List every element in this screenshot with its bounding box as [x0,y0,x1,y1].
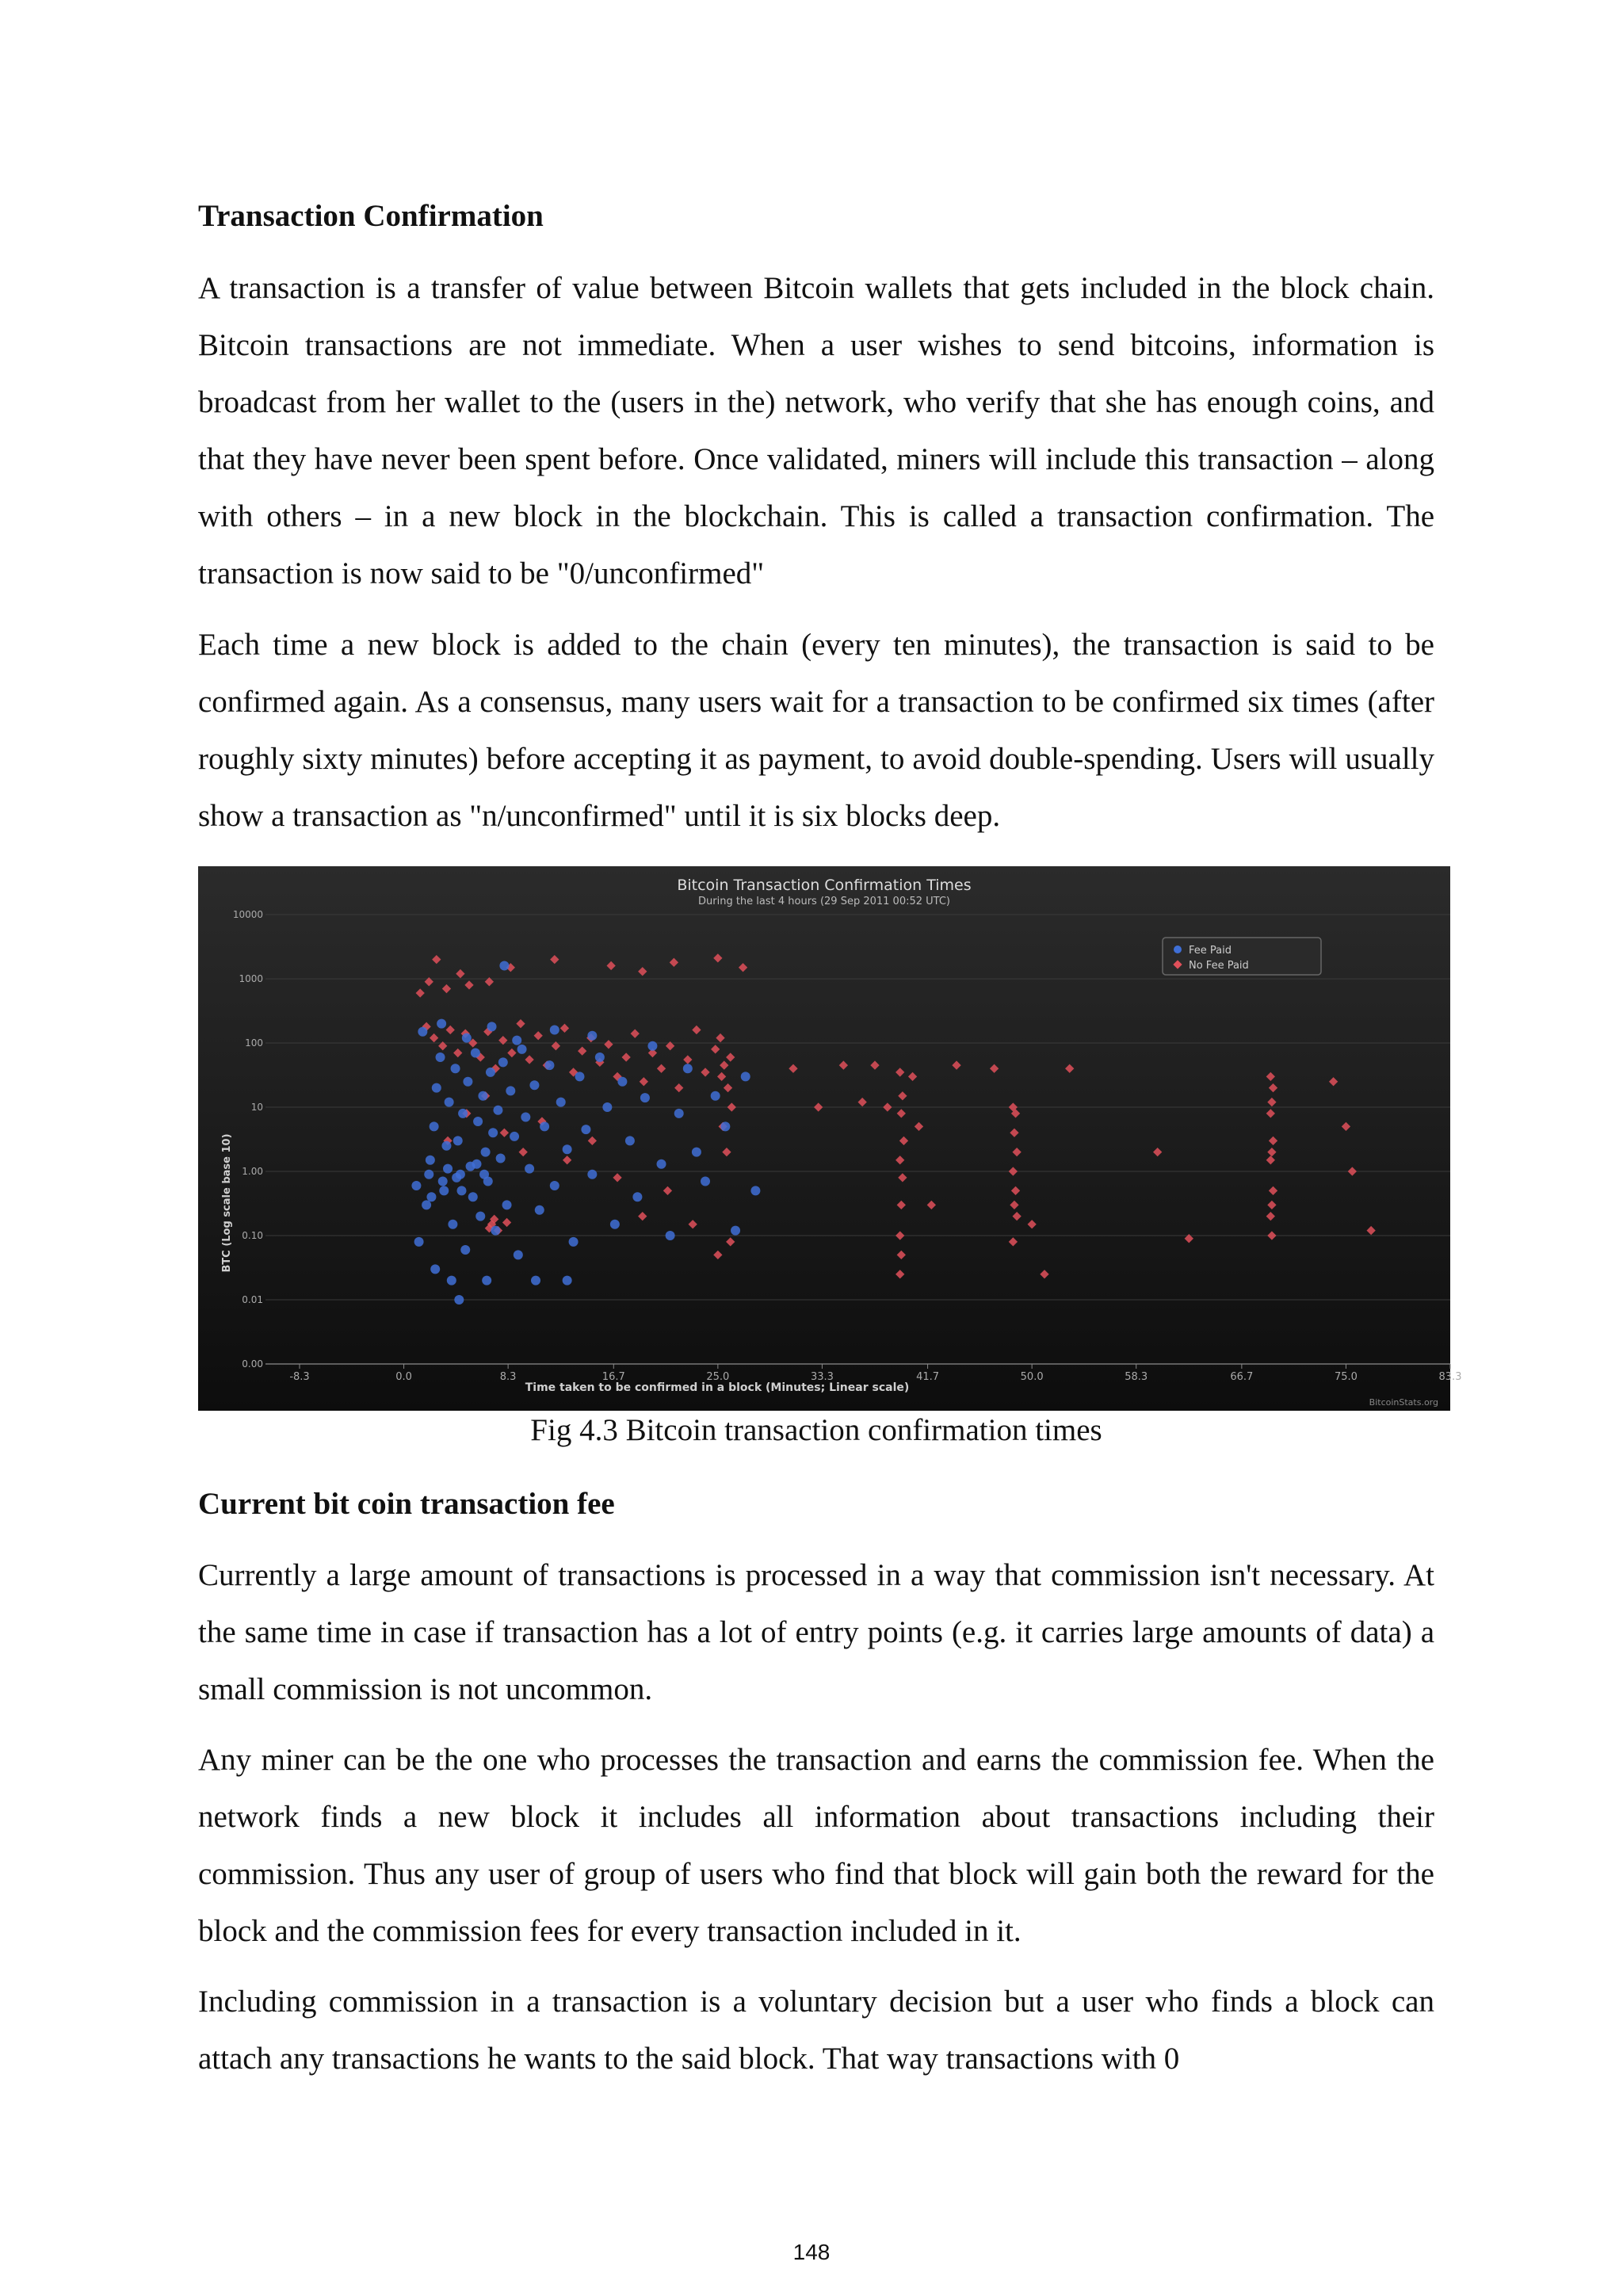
fee-paid-point [587,1031,597,1041]
fee-paid-point [487,1022,497,1031]
fee-paid-point [540,1121,549,1131]
fee-paid-point [506,1086,515,1095]
fee-paid-point [430,1121,439,1131]
fee-paid-point [453,1136,463,1145]
section-heading-transaction-fee: Current bit coin transaction fee [198,1487,615,1521]
fee-paid-point [493,1106,502,1115]
fee-paid-point [488,1128,498,1137]
fee-paid-point [426,1192,436,1201]
paragraph-block-confirmation: Each time a new block is added to the chain (every ten minutes), the transaction is said to be confirmed again. As a consensus, many users wait for a transaction to be confirmed six times (after roughly sixty minutes) before accepting it as payment, to avoid double-spending. Users will usually show a transaction as "n/unconfirmed" until it is six blocks deep. [198,628,1434,833]
fee-paid-point [436,1052,445,1062]
fee-paid-point [462,1033,472,1043]
fee-paid-point [475,1212,485,1221]
x-tick-label: -8.3 [289,1371,310,1383]
figure-caption: Fig 4.3 Bitcoin transaction confirmation times [530,1413,1102,1447]
y-tick-label: 10 [250,1102,263,1113]
x-tick-label: 25.0 [706,1371,730,1383]
fee-paid-point [602,1102,612,1112]
y-tick-label: 0.00 [242,1358,263,1370]
fee-paid-point [439,1186,449,1195]
fee-paid-point [458,1109,468,1118]
chart-subtitle: During the last 4 hours (29 Sep 2011 00:52 UTC) [698,896,950,907]
fee-paid-point [486,1068,495,1077]
fee-paid-point [692,1148,701,1157]
fee-paid-point [498,1057,508,1067]
x-tick-label: 8.3 [499,1371,517,1383]
fee-paid-point [451,1064,460,1073]
fee-paid-point [556,1098,566,1107]
fee-paid-point [437,1019,446,1029]
paragraph-voluntary-commission: Including commission in a transaction is a voluntary decision but a user who finds a block can attach any transactions he wants to the said block. That way transactions with 0 [198,1985,1434,2076]
chart-title: Bitcoin Transaction Confirmation Times [677,877,972,894]
fee-paid-point [683,1064,693,1073]
fee-paid-point [514,1250,523,1259]
fee-paid-point [510,1132,519,1141]
fee-paid-point [447,1276,456,1286]
y-tick-label: 100 [245,1037,263,1049]
fee-paid-point [430,1264,440,1274]
fee-paid-point [445,1098,454,1107]
fee-paid-point [617,1077,627,1087]
fee-paid-point [411,1181,421,1190]
fee-paid-point [418,1027,427,1037]
fee-paid-point [478,1091,487,1101]
legend-fee-paid-label: Fee Paid [1189,945,1232,957]
fee-paid-point [468,1192,478,1201]
y-tick-label: 1000 [239,973,263,984]
fee-paid-point [666,1231,675,1240]
legend-no-fee-label: No Fee Paid [1189,960,1249,972]
y-axis-label: BTC (Log scale base 10) [221,1133,233,1273]
fee-paid-point [731,1226,740,1236]
fee-paid-point [701,1177,710,1186]
fee-paid-point [481,1148,491,1157]
x-tick-label: 58.3 [1125,1371,1148,1383]
fee-paid-point [471,1049,480,1058]
y-tick-label: 10000 [232,909,263,920]
x-tick-label: 0.0 [395,1371,412,1383]
fee-paid-point [491,1226,500,1236]
fee-paid-point [463,1077,472,1087]
fee-paid-point [512,1036,521,1045]
fee-paid-point [575,1072,584,1081]
fee-paid-point [595,1052,605,1062]
fee-paid-point [657,1159,666,1169]
fee-paid-point [625,1136,635,1145]
fee-paid-point [438,1177,448,1186]
fee-paid-point [525,1164,534,1174]
fee-paid-point [647,1041,657,1051]
fee-paid-point [414,1237,424,1247]
x-axis-label: Time taken to be confirmed in a block (Minutes; Linear scale) [525,1381,910,1394]
y-tick-label: 0.10 [242,1230,263,1241]
fee-paid-point [529,1080,539,1090]
x-tick-label: 66.7 [1230,1371,1254,1383]
section-heading-transaction-confirmation: Transaction Confirmation [198,199,544,233]
fee-paid-point [441,1141,451,1151]
fee-paid-point [610,1220,620,1229]
fee-paid-point [750,1186,760,1195]
fee-paid-point [741,1072,750,1081]
fee-paid-point [640,1093,650,1102]
fee-paid-point [499,961,509,970]
legend [1163,938,1321,975]
paragraph-transaction-definition: A transaction is a transfer of value between Bitcoin wallets that gets included in the block chain. Bitcoin transactions are not immediate. When a user wishes to send bitcoins, information is broadcast from her wallet to the (users in the) network, who verify that she has enough coins, and that they have never been spent before. Once validated, miners will include this transaction – along with others – in a new block in the blockchain. This is called a transaction confirmation. The transaction is now said to be "0/unconfirmed" [198,271,1434,590]
x-tick-label: 75.0 [1334,1371,1358,1383]
fee-paid-point [521,1113,530,1122]
fee-paid-point [422,1200,431,1209]
fee-paid-point [581,1125,590,1134]
fee-paid-point [496,1153,506,1163]
fee-paid-point [443,1164,453,1174]
page-number: 148 [792,2240,831,2264]
fee-paid-point [569,1237,579,1247]
fee-paid-point [424,1170,433,1179]
fee-paid-point [563,1144,572,1154]
fee-paid-point [632,1192,642,1201]
paragraph-miner-earns-fee: Any miner can be the one who processes the transaction and earns the commission fee. When the network finds a new block it includes all information about transactions including their commission. Thus any user of group of users who find that block will gain both the reward for the block and the commission fees for every transaction included in it. [198,1743,1434,1948]
fee-paid-point [550,1181,559,1190]
fee-paid-point [452,1173,461,1182]
watermark: BitcoinStats.org [1369,1397,1438,1408]
fee-paid-point [426,1156,435,1165]
fee-paid-point [456,1186,466,1195]
fee-paid-point [535,1205,544,1215]
fee-paid-point [550,1025,559,1034]
x-tick-label: 41.7 [916,1371,940,1383]
legend-fee-paid-marker [1174,946,1182,953]
x-tick-label: 33.3 [810,1371,834,1383]
x-tick-label: 83.3 [1438,1371,1462,1383]
fee-paid-point [432,1083,441,1093]
fee-paid-point [711,1091,720,1101]
fee-paid-point [587,1170,597,1179]
fee-paid-point [720,1121,730,1131]
confirmation-times-chart [198,866,1462,1411]
fee-paid-point [531,1276,540,1286]
fee-paid-point [502,1200,512,1209]
fee-paid-point [448,1220,457,1229]
fee-paid-point [517,1045,527,1054]
y-tick-label: 1.00 [242,1166,263,1177]
fee-paid-point [674,1109,684,1118]
paragraph-commission-not-necessary: Currently a large amount of transactions is processed in a way that commission isn't necessary. At the same time in case if transaction has a lot of entry points (e.g. it carries large amounts of data) a small commission is not uncommon. [198,1558,1434,1706]
fee-paid-point [454,1295,464,1305]
fee-paid-point [473,1117,483,1126]
x-tick-label: 16.7 [601,1371,625,1383]
fee-paid-point [472,1159,482,1169]
y-tick-label: 0.01 [242,1294,263,1305]
fee-paid-point [563,1276,572,1286]
fee-paid-point [479,1170,489,1179]
x-tick-label: 50.0 [1020,1371,1044,1383]
fee-paid-point [544,1060,554,1070]
fee-paid-point [482,1276,491,1286]
fee-paid-point [460,1245,470,1255]
